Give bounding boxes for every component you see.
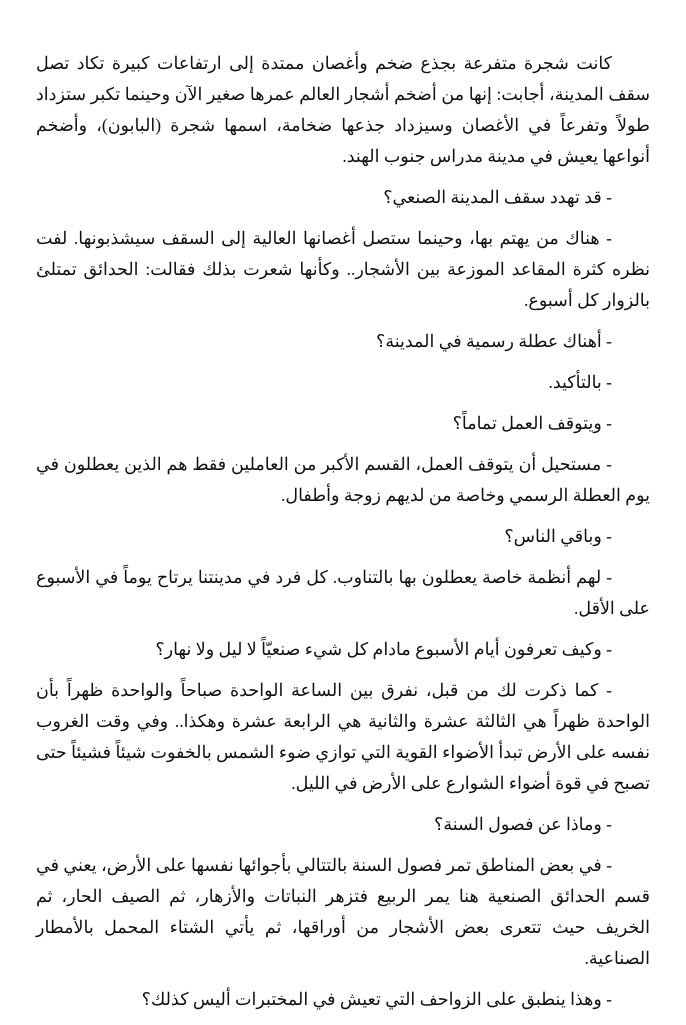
document-page bbox=[36, 48, 650, 1025]
paragraph: - وهذا ينطبق على الزواحف التي تعيش في المختبرات أليس كذلك؟ bbox=[141, 989, 612, 1009]
paragraph: كانت شجرة متفرعة بجذع ضخم وأغصان ممتدة إلى ارتفاعات كبيرة تكاد تصل سقف المدينة، أجابت: إنها من أضخم أشجار العالم عمرها صغير الآن وحينما تكبر ستزداد طولاً وتفرعاً في الأغصان وسيزداد جذعها ضخامة، اسمها شجرة (البابون)، وأضخم أنواعها يعيش في مدينة مدراس جنوب الهند. bbox=[36, 53, 650, 166]
paragraph: - وماذا عن فصول السنة؟ bbox=[434, 814, 612, 834]
paragraph: - كما ذكرت لك من قبل، نفرق بين الساعة الواحدة صباحاً والواحدة ظهراً بأن الواحدة ظهراً هي الثالثة عشرة والثانية هي الرابعة عشرة وهكذا.. وفي وقت الغروب نفسه على الأرض تبدأ الأضواء القوية التي توازي ضوء الشمس بالخفوت شيئاً فشيئاً حتى تصبح في قوة أضواء الشوارع على الأرض في الليل. bbox=[36, 680, 650, 793]
paragraph: - في بعض المناطق تمر فصول السنة بالتتالي بأجوائها نفسها على الأرض، يعني في قسم الحدائق الصنعية هنا يمر الربيع فتزهر النباتات والأزهار، ثم الصيف الحار، ثم الخريف حيث تتعرى بعض الأشجار من أوراقها، ثم يأتي الشتاء المحمل بالأمطار الصناعية. bbox=[36, 855, 650, 968]
paragraph: - هناك من يهتم بها، وحينما ستصل أغصانها العالية إلى السقف سيشذبونها. لفت نظره كثرة المقاعد الموزعة بين الأشجار.. وكأنها شعرت بذلك فقالت: الحدائق تمتلئ بالزوار كل أسبوع. bbox=[36, 228, 650, 310]
paragraph: - لهم أنظمة خاصة يعطلون بها بالتناوب. كل فرد في مدينتنا يرتاح يوماً في الأسبوع على الأقل. bbox=[36, 567, 650, 618]
paragraph: - وكيف تعرفون أيام الأسبوع مادام كل شيء صنعيّاً لا ليل ولا نهار؟ bbox=[155, 639, 612, 659]
paragraph: - مستحيل أن يتوقف العمل، القسم الأكبر من العاملين فقط هم الذين يعطلون في يوم العطلة الرسمي وخاصة من لديهم زوجة وأطفال. bbox=[36, 454, 650, 505]
paragraph: - وباقي الناس؟ bbox=[504, 526, 612, 546]
paragraph: - بالتأكيد. bbox=[548, 372, 612, 392]
paragraph: - أهناك عطلة رسمية في المدينة؟ bbox=[376, 331, 612, 351]
paragraph: - ويتوقف العمل تماماً؟ bbox=[452, 413, 612, 433]
paragraph: - قد تهدد سقف المدينة الصنعي؟ bbox=[383, 187, 612, 207]
